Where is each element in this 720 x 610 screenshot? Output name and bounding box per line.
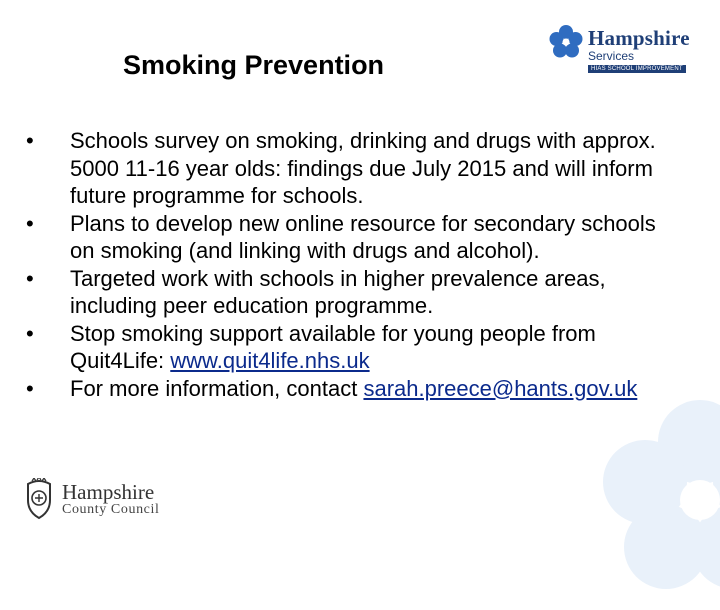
decorative-flower-icon [590, 390, 720, 610]
council-subtitle: County Council [62, 502, 160, 517]
crest-icon [22, 478, 56, 520]
slide-title: Smoking Prevention [123, 50, 385, 80]
bullet-text: For more information, contact [70, 375, 364, 401]
hampshire-services-logo [548, 22, 713, 82]
bullet-text: Targeted work with schools in higher prevalence areas, including peer education programme. [70, 265, 606, 318]
brand-subtitle: Services [588, 49, 635, 63]
bullet-item [26, 265, 686, 320]
brand-badge: HIAS SCHOOL IMPROVEMENT [588, 65, 686, 73]
bullet-text: Schools survey on smoking, drinking and drugs with approx. 5000 11-16 year olds: findings due July 2015 and will inform future programme for schools. [70, 128, 656, 208]
hampshire-county-council-logo [22, 478, 222, 520]
flower-icon [548, 24, 584, 60]
council-name: Hampshire [62, 480, 155, 504]
bullet-item [26, 127, 686, 210]
bullet-item [26, 320, 686, 375]
email-link[interactable]: sarah.preece@hants.gov.uk [363, 375, 638, 401]
quit4life-link[interactable]: www.quit4life.nhs.uk [170, 348, 370, 373]
bullet-item [26, 210, 686, 265]
bullet-item [26, 375, 686, 403]
brand-name: Hampshire [588, 26, 690, 50]
bullet-list [26, 127, 686, 402]
bullet-text: Plans to develop new online resource for secondary schools on smoking (and linking with drugs and alcohol). [70, 210, 656, 263]
bullet-text: Stop smoking support available for young people from Quit4Life: [70, 320, 596, 373]
